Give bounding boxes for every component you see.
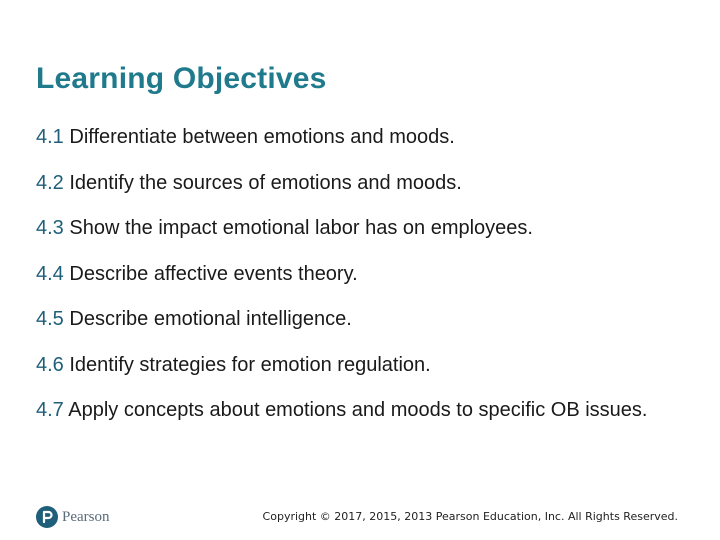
pearson-logo — [36, 506, 110, 528]
objective-number: 4.6 — [36, 353, 64, 376]
objective-text: Describe emotional intelligence. — [69, 308, 352, 330]
objective-text: Identify strategies for emotion regulation. — [69, 353, 431, 376]
objective-number: 4.4 — [36, 262, 64, 285]
objective-item — [36, 352, 696, 378]
pearson-logo-icon — [36, 506, 58, 528]
objective-item — [36, 306, 696, 332]
objective-text: Identify the sources of emotions and moods. — [69, 171, 462, 194]
slide-title: Learning Objectives — [36, 62, 327, 95]
objectives-list — [36, 124, 696, 443]
objective-text: Describe affective events theory. — [69, 262, 358, 285]
objective-number: 4.5 — [36, 308, 64, 330]
objective-item — [36, 170, 696, 196]
copyright-notice: Copyright © 2017, 2015, 2013 Pearson Education, Inc. All Rights Reserved. — [262, 510, 678, 523]
objective-text: Differentiate between emotions and moods. — [69, 126, 455, 148]
objective-text: Show the impact emotional labor has on employees. — [69, 217, 533, 239]
objective-number: 4.2 — [36, 171, 64, 194]
objective-number: 4.3 — [36, 217, 64, 239]
objective-item — [36, 261, 696, 287]
objective-number: 4.1 — [36, 126, 64, 148]
objective-item — [36, 215, 696, 241]
logo-text: Pearson — [62, 508, 110, 525]
objective-item — [36, 124, 696, 150]
objective-item — [36, 397, 696, 423]
objective-text: Apply concepts about emotions and moods to specific OB issues. — [68, 399, 648, 421]
objective-number: 4.7 — [36, 399, 64, 421]
